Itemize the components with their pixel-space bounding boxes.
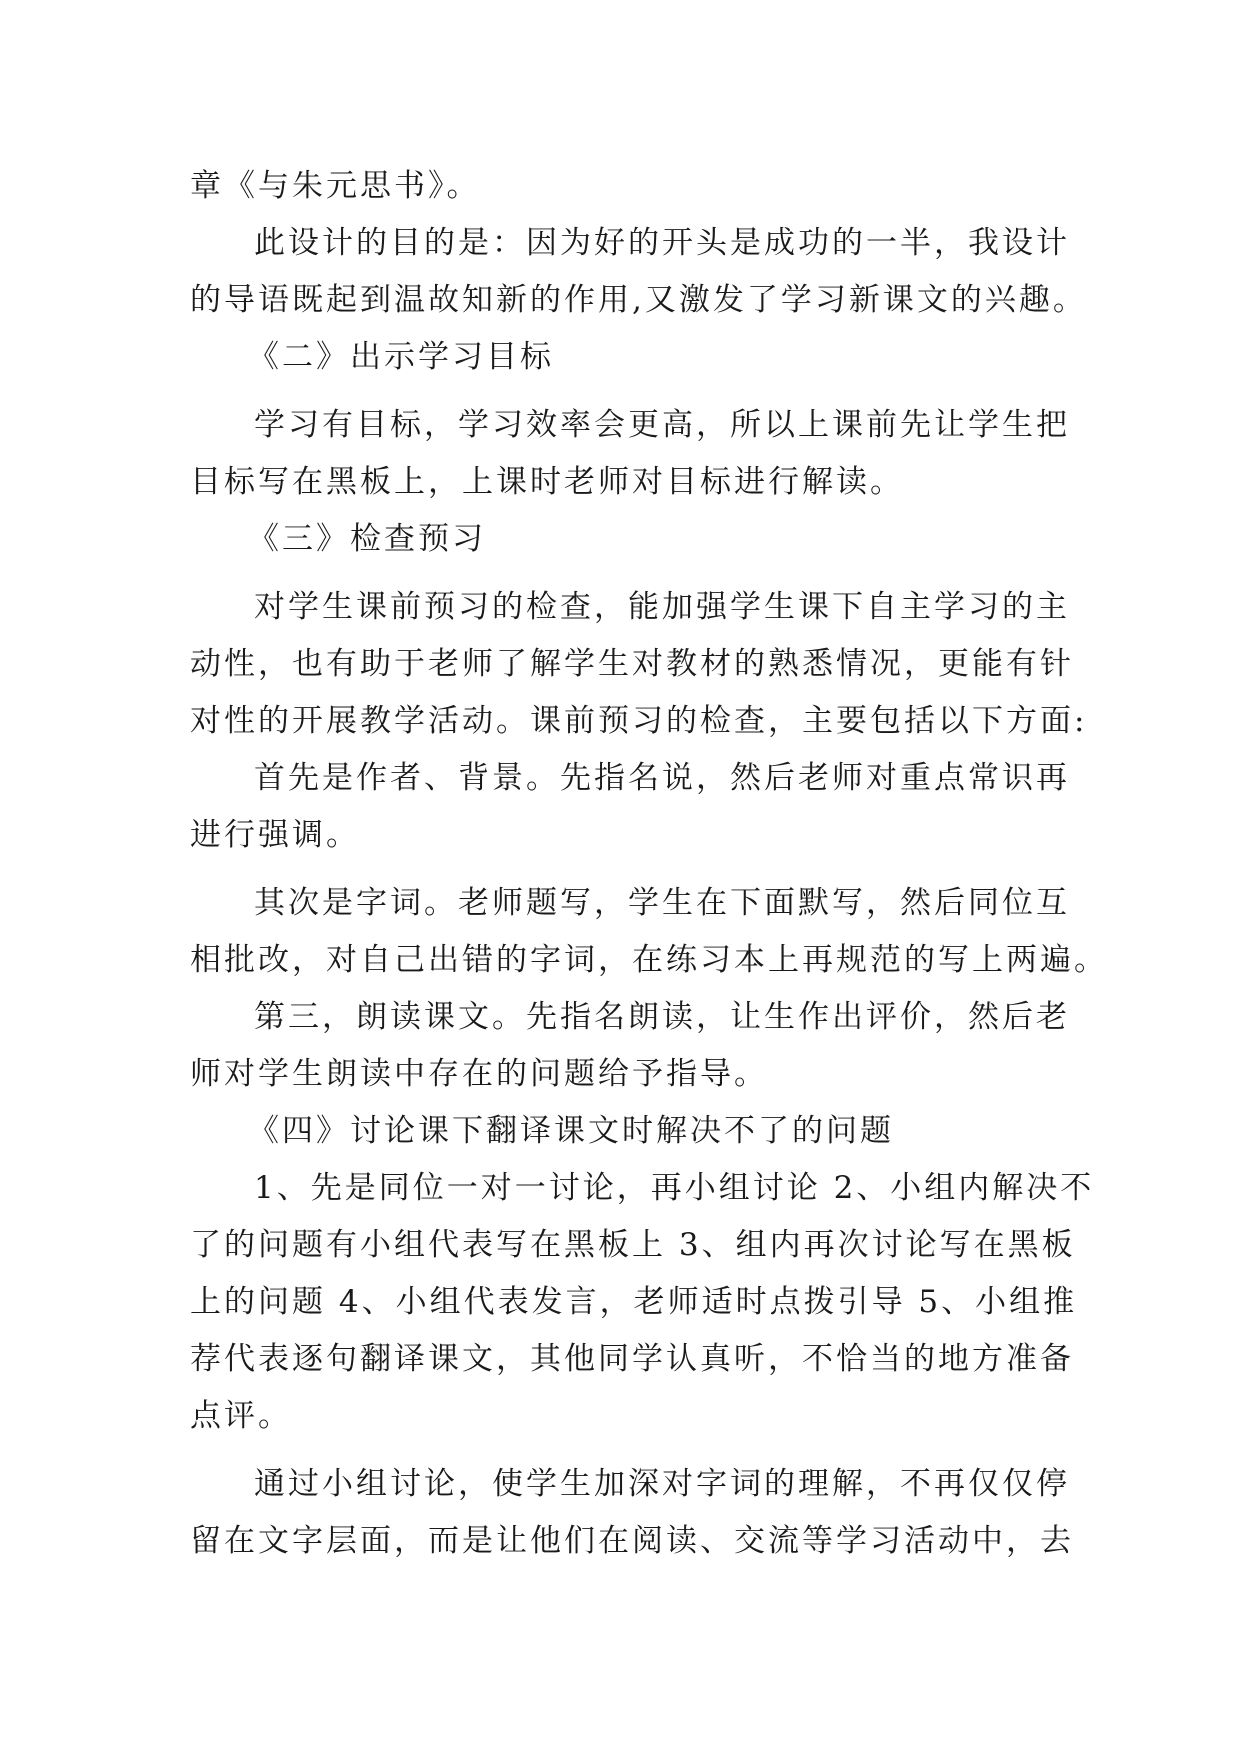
text-line: 了的问题有小组代表写在黑板上 3、组内再次讨论写在黑板 — [190, 1227, 1076, 1263]
text-line: 点评。 — [190, 1398, 292, 1434]
text-line: 师对学生朗读中存在的问题给予指导。 — [190, 1056, 768, 1092]
paragraph-start-line: 通过小组讨论，使学生加深对字词的理解，不再仅仅停 — [254, 1466, 1070, 1502]
paragraph-start-line: 此设计的目的是：因为好的开头是成功的一半，我设计 — [254, 225, 1070, 261]
text-line: 目标写在黑板上，上课时老师对目标进行解读。 — [190, 464, 904, 500]
document-body — [190, 158, 1108, 1570]
section-heading: 《二》出示学习目标 — [248, 339, 554, 375]
paragraph-start-line: 首先是作者、背景。先指名说，然后老师对重点常识再 — [254, 760, 1070, 796]
section-heading: 《三》检查预习 — [248, 521, 486, 557]
paragraph-start-line: 1、先是同位一对一讨论，再小组讨论 2、小组内解决不 — [254, 1170, 1095, 1206]
paragraph-start-line: 第三，朗读课文。先指名朗读，让生作出评价，然后老 — [254, 999, 1070, 1035]
text-line: 章《与朱元思书》。 — [190, 168, 481, 204]
section-heading: 《四》讨论课下翻译课文时解决不了的问题 — [248, 1113, 894, 1149]
text-line: 相批改，对自己出错的字词，在练习本上再规范的写上两遍。 — [190, 942, 1108, 978]
text-line: 的导语既起到温故知新的作用,又激发了学习新课文的兴趣。 — [190, 282, 1087, 318]
text-line: 对性的开展教学活动。课前预习的检查，主要包括以下方面: — [190, 703, 1088, 739]
text-line: 进行强调。 — [190, 817, 360, 853]
paragraph-start-line: 对学生课前预习的检查，能加强学生课下自主学习的主 — [254, 589, 1070, 625]
paragraph-start-line: 其次是字词。老师题写，学生在下面默写，然后同位互 — [254, 885, 1070, 921]
text-line: 动性，也有助于老师了解学生对教材的熟悉情况，更能有针 — [190, 646, 1074, 682]
paragraph-start-line: 学习有目标，学习效率会更高，所以上课前先让学生把 — [254, 407, 1070, 443]
text-line: 荐代表逐句翻译课文，其他同学认真听，不恰当的地方准备 — [190, 1341, 1074, 1377]
text-line: 留在文字层面，而是让他们在阅读、交流等学习活动中，去 — [190, 1523, 1074, 1559]
text-line: 上的问题 4、小组代表发言，老师适时点拨引导 5、小组推 — [190, 1284, 1078, 1320]
